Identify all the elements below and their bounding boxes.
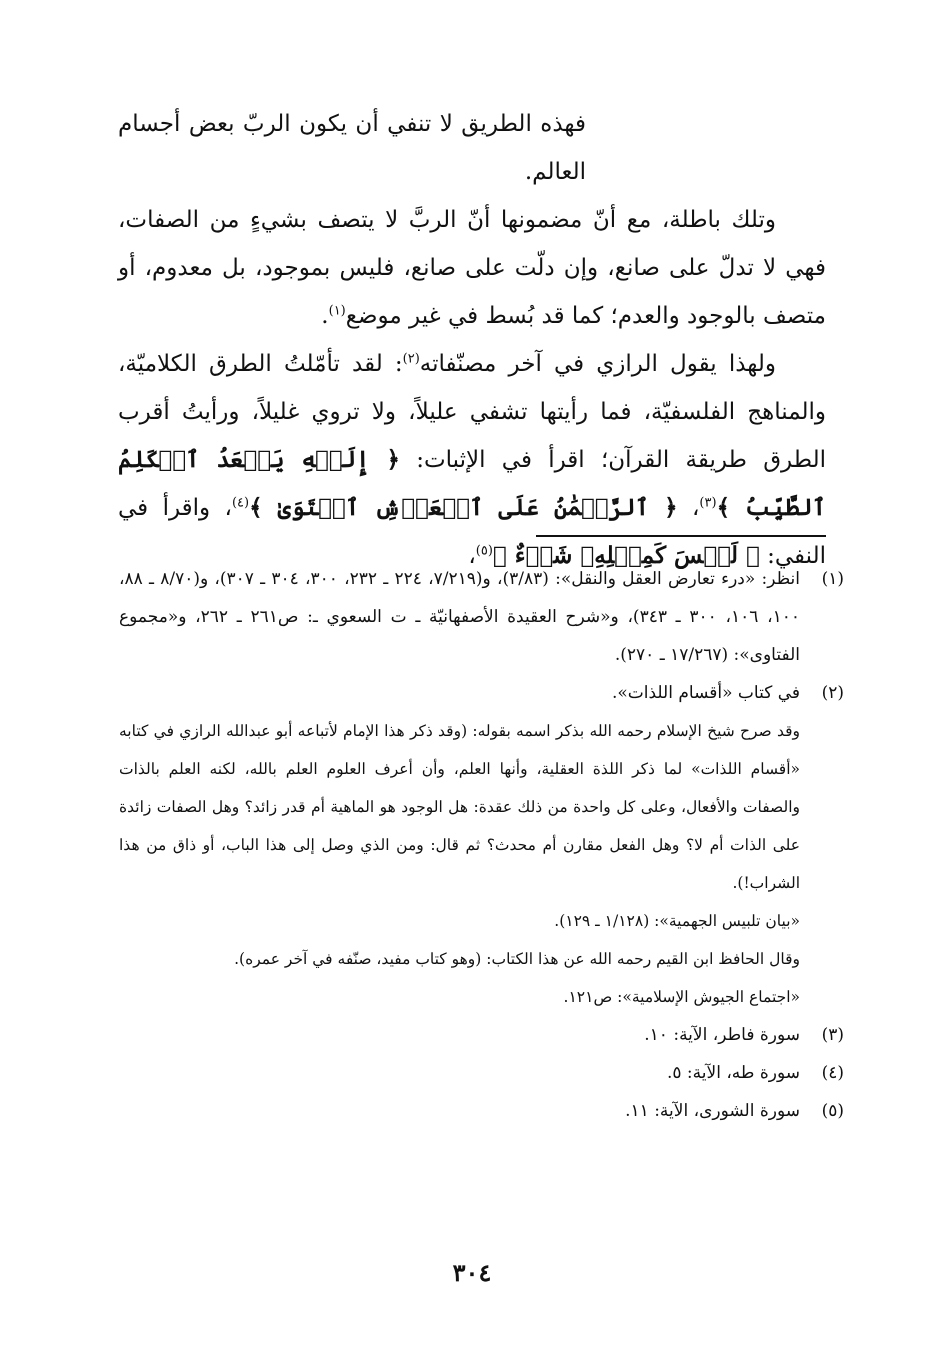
footnote-text-5: سورة الشورى، الآية: ١١.: [625, 1101, 800, 1121]
main-text: [118, 100, 826, 580]
footnote-number-1: (١): [821, 569, 844, 589]
footnote-2-details: [119, 712, 800, 1016]
paragraph-3-text-e: ،: [468, 543, 476, 569]
paragraph-3-text-d: ، واقرأ في النفي:: [118, 495, 826, 569]
footnote-body-5: [119, 1092, 800, 1130]
footnote-text-2: في كتاب «أقسام اللذات».: [611, 683, 800, 703]
footnote-divider: [536, 535, 826, 537]
paragraph-3-text-a: ولهذا يقول الرازي في آخر مصنّفاته: [419, 351, 777, 377]
quran-verse-1: ﴿ إِلَيۡهِ يَصۡعَدُ ٱلۡكَلِمُ ٱلطَّيِّبُ ﴾: [118, 446, 826, 521]
footnote-ref-4[interactable]: (٤): [231, 495, 250, 511]
paragraph-2-end: .: [321, 303, 329, 329]
footnote-2-source-1: «بيان تلبيس الجهمية»: (١/١٢٨ ـ ١٢٩).: [554, 912, 800, 930]
footnote-body-2: [119, 674, 800, 712]
paragraph-1: فهذه الطريق لا تنفي أن يكون الربّ بعض أجسام العالم.: [118, 111, 586, 185]
footnote-number-5: (٥): [821, 1101, 844, 1121]
footnote-2-source-2: «اجتماع الجيوش الإسلامية»: ص١٢١.: [563, 988, 800, 1006]
footnote-2-ibn-alqayyim: وقال الحافظ ابن القيم رحمه الله عن هذا الكتاب: (وهو كتاب مفيد، صنّفه في آخر عمره).: [234, 950, 800, 968]
footnote-ref-1[interactable]: (١): [328, 303, 346, 319]
footnote-2-quote: وقد صرح شيخ الإسلام رحمه الله بذكر اسمه بقوله: (وقد ذكر هذا الإمام لأتباعه أبو عبدالله الرازي في كتابه «أقسام اللذات» لما ذكر اللذة العقلية، وأنها العلم، وأن أعرف العلوم العلم بالله، لكنه العلم بالذات والصفات والأفعال، وعلى كل واحدة من ذلك عقدة: هل الوجود هو الماهية أم قدر زائد؟ وهل الصفات زائدة على الذات أم لا؟ وهل الفعل مقارن أم محدث؟ ثم قال: ومن الذي وصل إلى هذا الباب، أو ذاق من هذا الشراب!).: [119, 722, 800, 892]
footnote-text-3: سورة فاطر، الآية: ١٠.: [644, 1025, 800, 1045]
quran-verse-3: ﴿ لَيۡسَ كَمِثۡلِهِۦ شَيۡءٌ ﴾: [492, 542, 760, 569]
footnote-2: [119, 674, 844, 712]
footnote-text-4: سورة طه، الآية: ٥.: [666, 1063, 800, 1083]
quran-verse-2: ﴿ ٱلرَّحۡمَٰنُ عَلَى ٱلۡعَرۡشِ ٱسۡتَوَىٰ ﴾: [249, 494, 678, 521]
footnote-ref-2[interactable]: (٢): [402, 351, 420, 367]
footnote-4: [119, 1054, 844, 1092]
footnote-3: [119, 1016, 844, 1054]
footnote-body-4: [119, 1054, 800, 1092]
paragraph-3-text-c: ،: [691, 495, 700, 521]
paragraph-3-text-b: : لقد تأمّلتُ الطرق الكلاميّة، والمناهج الفلسفيّة، فما رأيتها تشفي عليلاً، ولا تروي غليلاً، ورأيتُ أقرب الطرق طريقة القرآن؛ اقرأ في الإثبات:: [118, 351, 826, 473]
footnote-body-1: [119, 560, 800, 674]
footnote-ref-5[interactable]: (٥): [475, 543, 493, 559]
footnote-ref-3[interactable]: (٣): [699, 495, 717, 511]
footnote-number-2: (٢): [821, 683, 844, 703]
footnote-1: [119, 560, 844, 674]
page-number: ٣٠٤: [452, 1258, 492, 1287]
paragraph-3: [118, 340, 826, 580]
paragraph-2: [118, 196, 826, 340]
footnote-text-1: انظر: «درء تعارض العقل والنقل»: (٣/٨٣)، و(٧/٢١٩، ٢٢٤ ـ ٢٣٢، ٣٠٠، ٣٠٤ ـ ٣٠٧)، و(٨/٧٠ ـ ٨٨، ١٠٠، ١٠٦، ٣٠٠ ـ ٣٤٣)، و«شرح العقيدة الأصفهانيّة ـ ت السعوي ـ: ص٢٦١ ـ ٢٦٢، و«مجموع الفتاوى»: (١٧/٢٦٧ ـ ٢٧٠).: [119, 569, 801, 665]
footnote-body-3: [119, 1016, 800, 1054]
paragraph-2-text: وتلك باطلة، مع أنّ مضمونها أنّ الربَّ لا يتصف بشيءٍ من الصفات، فهي لا تدلّ على صانع، وإن دلّت على صانع، فليس بموجود، بل معدوم، أو متصف بالوجود والعدم؛ كما قد بُسط في غير موضع: [118, 207, 826, 329]
footnotes-section: [119, 560, 844, 1130]
footnote-number-3: (٣): [821, 1025, 844, 1045]
footnote-5: [119, 1092, 844, 1130]
footnote-number-4: (٤): [821, 1063, 844, 1083]
